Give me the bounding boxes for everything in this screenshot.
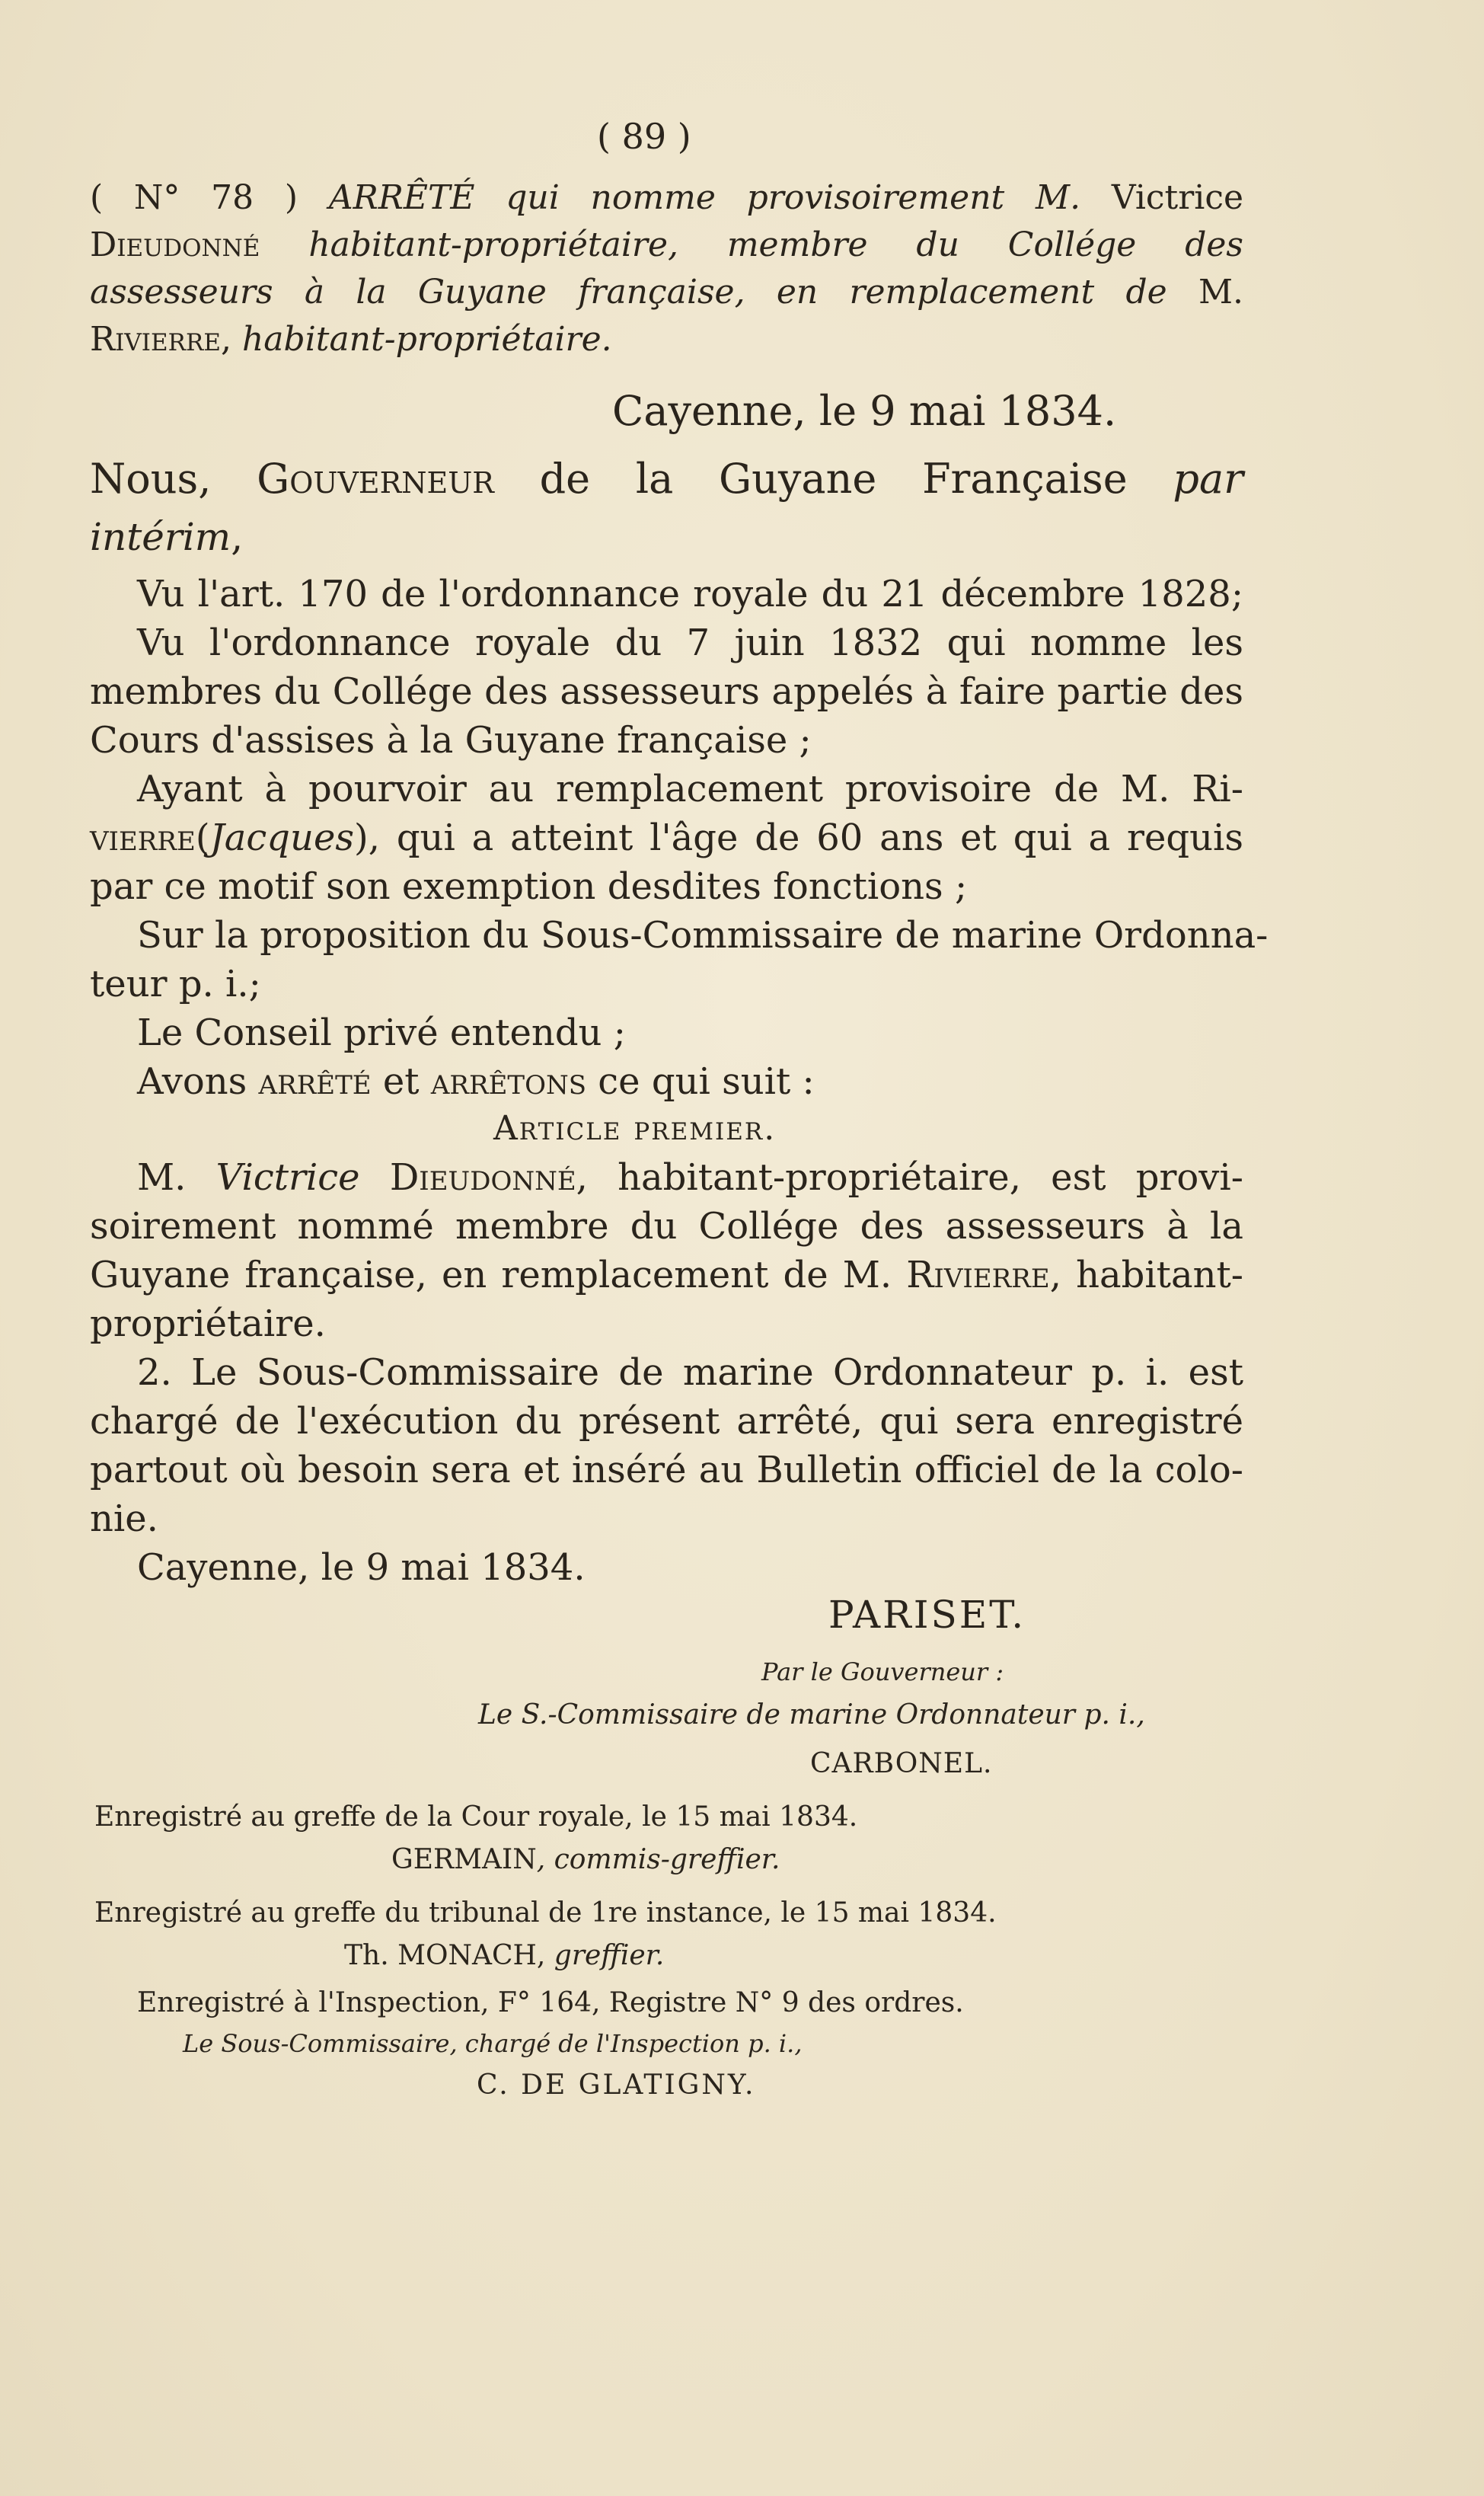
decree-type: ARRÊTÉ <box>328 178 475 217</box>
registration-2: Enregistré au greffe du tribunal de 1re instance, le 15 mai 1834. <box>94 1897 997 1929</box>
commissaire-line: Le S.-Commissaire de marine Ordonnateur p. i., <box>478 1699 1145 1731</box>
registration-3-role: Le Sous-Commissaire, chargé de l'Inspection p. i., <box>183 2029 803 2058</box>
registration-1-signer <box>391 1843 780 1876</box>
article2-line-4: nie. <box>90 1497 158 1540</box>
article-title: Article premier. <box>493 1109 777 1148</box>
par-le-gouverneur: Par le Gouverneur : <box>761 1657 1004 1686</box>
heading-text: habitant-propriétaire, membre du Collége des <box>308 225 1243 264</box>
vu-line-1: Vu l'art. 170 de l'ordonnance royale du 21 décembre 1828; <box>137 573 1243 615</box>
registration-3-signer: C. DE GLATIGNY. <box>477 2069 756 2101</box>
registration-1: Enregistré au greffe de la Cour royale, le 15 mai 1834. <box>94 1801 858 1833</box>
heading-name: Victrice <box>1111 178 1244 217</box>
ayant-line-2 <box>90 817 1243 861</box>
conseil-line: Le Conseil privé entendu ; <box>137 1012 626 1054</box>
heading-surname: Rivierre <box>90 320 221 359</box>
nous-line-1 <box>90 455 1243 504</box>
article1-line-2: soirement nommé membre du Collége des assesseurs à la <box>90 1205 1243 1248</box>
body-text: Nous, <box>90 455 212 503</box>
article1-line-4: propriétaire. <box>90 1302 326 1345</box>
heading-text: M. <box>1036 178 1081 217</box>
surname: vierre <box>90 817 196 859</box>
signature-commissaire: CARBONEL. <box>810 1748 993 1779</box>
body-text: ce qui suit : <box>598 1060 815 1103</box>
vu-line-3: membres du Collége des assesseurs appelés à faire partie des <box>90 670 1243 713</box>
decree-number: ( N° 78 ) <box>90 178 298 217</box>
article1-line-1 <box>137 1156 1243 1200</box>
ayant-line-1: Ayant à pourvoir au remplacement provisoire de M. Ri- <box>137 768 1243 810</box>
body-text: de la Guyane Française <box>539 455 1128 503</box>
surname: Dieudonné <box>389 1156 576 1199</box>
body-text: , habitant- <box>1049 1254 1244 1296</box>
body-text: et <box>382 1060 420 1103</box>
signature-governor: PARISET. <box>828 1593 1026 1637</box>
given-name: Jacques <box>209 817 354 859</box>
ayant-line-3: par ce motif son exemption desdites fonctions ; <box>90 865 968 908</box>
heading-text: assesseurs à la Guyane française, en remplacement de <box>90 273 1167 312</box>
signer-title: greffier. <box>554 1940 665 1971</box>
vu-line-4: Cours d'assises à la Guyane française ; <box>90 719 812 762</box>
body-text: ), qui a atteint l'âge de 60 ans et qui a requis <box>353 817 1243 859</box>
given-name: Victrice <box>215 1156 360 1199</box>
body-text: par <box>1173 455 1243 503</box>
registration-2-signer <box>344 1939 664 1972</box>
surname: Rivierre <box>906 1254 1050 1296</box>
article2-line-3: partout où besoin sera et inséré au Bulletin officiel de la colo- <box>90 1449 1243 1491</box>
body-text: Avons <box>137 1060 247 1103</box>
signer-name: GERMAIN <box>391 1844 537 1875</box>
heading-text: qui nomme provisoirement <box>506 178 1005 217</box>
vu-line-2: Vu l'ordonnance royale du 7 juin 1832 qui nomme les <box>137 622 1243 664</box>
body-text: intérim <box>90 515 231 559</box>
heading-line-1 <box>90 178 1243 219</box>
heading-text: habitant-propriétaire. <box>241 320 612 359</box>
body-text: arrêtons <box>430 1060 587 1103</box>
heading-text: , <box>220 320 231 359</box>
registration-3: Enregistré à l'Inspection, F° 164, Registre N° 9 des ordres. <box>137 1987 964 2018</box>
page-number: ( 89 ) <box>597 116 691 157</box>
heading-line-4 <box>90 320 612 360</box>
heading-surname: Dieudonné <box>90 225 260 264</box>
article2-line-1: 2. Le Sous-Commissaire de marine Ordonnateur p. i. est <box>137 1351 1243 1394</box>
sur-line-1: Sur la proposition du Sous-Commissaire de marine Ordonna- <box>137 914 1269 957</box>
title-governor: Gouverneur <box>257 455 494 503</box>
signer-name: Th. MONACH, <box>344 1940 546 1971</box>
sur-line-2: teur p. i.; <box>90 963 261 1005</box>
body-text: Guyane française, en remplacement de M. <box>90 1254 892 1296</box>
avons-line <box>137 1060 815 1104</box>
heading-line-3 <box>90 273 1243 313</box>
nous-line-2 <box>90 514 243 560</box>
article1-line-3 <box>90 1254 1243 1298</box>
body-text: , habitant-propriétaire, est provi- <box>576 1156 1243 1199</box>
closing-date: Cayenne, le 9 mai 1834. <box>137 1546 586 1589</box>
place-date: Cayenne, le 9 mai 1834. <box>612 387 1117 435</box>
signer-title: , commis-greffier. <box>536 1844 780 1875</box>
heading-text: M. <box>1198 273 1243 312</box>
article2-line-2: chargé de l'exécution du présent arrêté, qui sera enregistré <box>90 1400 1243 1443</box>
body-text: , <box>231 515 244 559</box>
body-text: M. <box>137 1156 187 1199</box>
heading-line-2 <box>90 225 1243 266</box>
body-text: arrêté <box>258 1060 372 1103</box>
body-text: ( <box>195 817 210 859</box>
